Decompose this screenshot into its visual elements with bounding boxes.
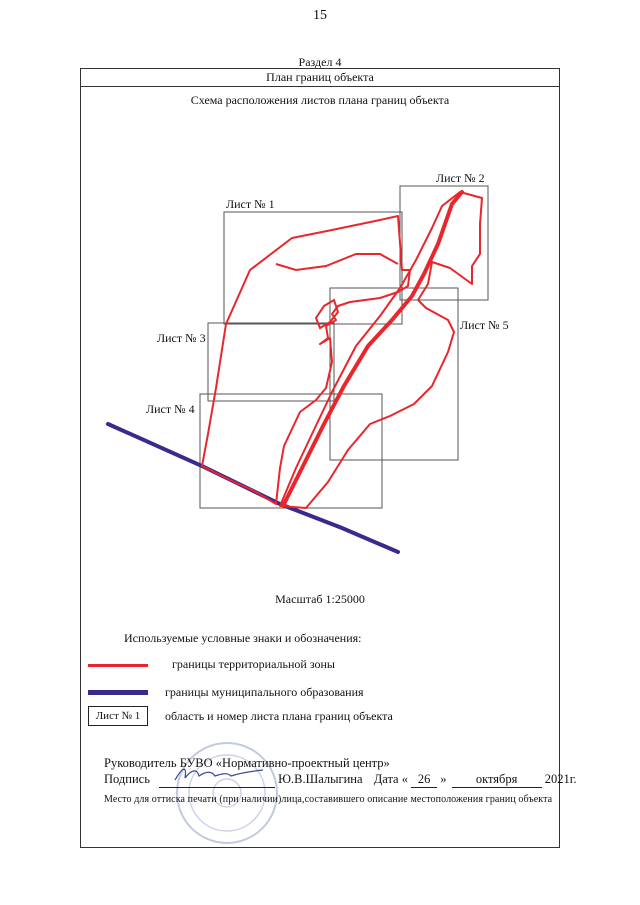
sheet-4-label: Лист № 4 (146, 402, 195, 416)
signer-name: Ю.В.Шалыгина (278, 772, 363, 786)
legend-zone-swatch (88, 664, 148, 667)
date-quote-close: » (440, 772, 447, 786)
date-day: 26 (411, 772, 437, 788)
stamp-footnote: Место для оттиска печати (при наличии)лица,составившего описание местоположения границ объекта (104, 794, 553, 805)
scheme-subtitle: Схема расположения листов плана границ объекта (190, 93, 450, 107)
legend-municipal-label: границы муниципального образования (165, 685, 364, 699)
zone-boundary-east (280, 192, 482, 508)
legend-zone-label: границы территориальной зоны (172, 657, 335, 671)
map-scale: Масштаб 1:25000 (275, 592, 365, 606)
section-label: Раздел 4 (298, 55, 342, 69)
sign-label: Подпись (104, 772, 150, 786)
plan-header: План границ объекта (80, 68, 560, 87)
sheet-2-label: Лист № 2 (436, 171, 485, 185)
sheet-1-label: Лист № 1 (226, 197, 275, 211)
legend-municipal-swatch (88, 690, 148, 695)
sheet-3-frame (208, 323, 334, 401)
sheet-3-label: Лист № 3 (157, 331, 206, 345)
head-line: Руководитель БУВО «Нормативно-проектный центр» (104, 756, 390, 770)
date-month: октября (452, 772, 542, 788)
signature-field (159, 772, 275, 788)
legend-sheet-box: Лист № 1 (88, 706, 148, 726)
sheet-layout-map (80, 88, 560, 578)
legend-sheet-label: область и номер листа плана границ объекта (165, 709, 393, 723)
signature-row (104, 772, 577, 788)
legend-title: Используемые условные знаки и обозначения: (124, 631, 362, 645)
page-number: 15 (313, 8, 327, 23)
sheet-2-frame (400, 186, 488, 300)
seal-stamp-icon (172, 738, 282, 848)
date-year: 2021г. (544, 772, 577, 786)
date-label: Дата « (373, 772, 408, 786)
zone-road-line (284, 192, 462, 504)
zone-boundary-inner (276, 254, 398, 270)
handwritten-signature-icon (171, 764, 267, 786)
sheet-5-label: Лист № 5 (460, 318, 509, 332)
